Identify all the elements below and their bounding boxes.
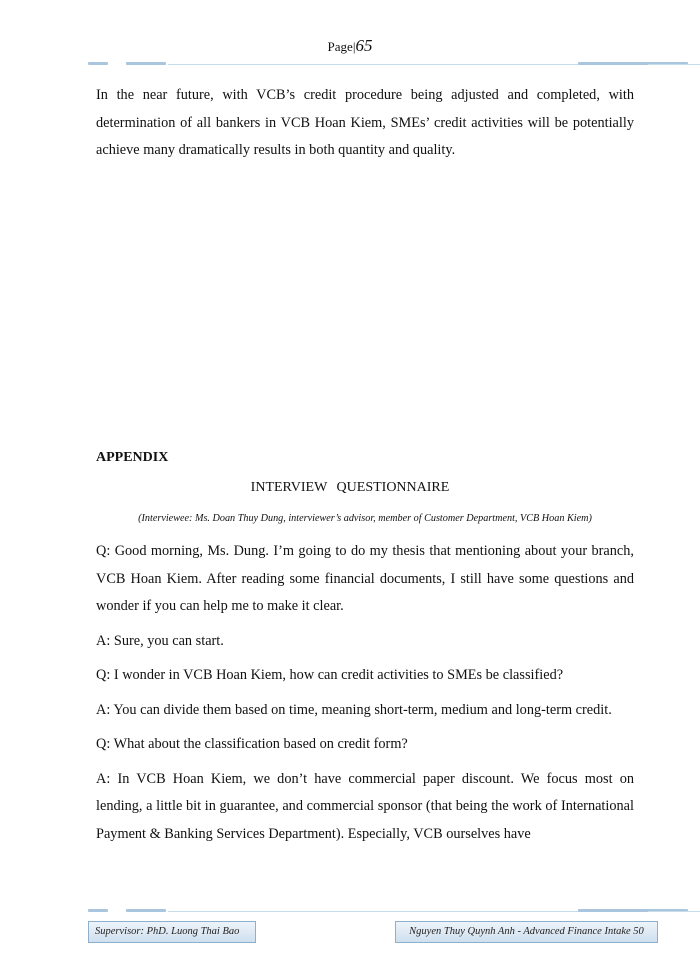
appendix-heading: APPENDIX — [96, 450, 169, 465]
footer-author: Nguyen Thuy Quynh Anh - Advanced Finance Intake 50 — [395, 921, 658, 943]
qa-item: A: In VCB Hoan Kiem, we don’t have commercial paper discount. We focus most on lending, a little bit in guarantee, and commercial sponsor (that being the work of International Payment & Banking Services Department). Especially, VCB ourselves have — [96, 770, 634, 842]
qa-item: A: You can divide them based on time, meaning short-term, medium and long-term credit. — [96, 701, 612, 718]
interview-qa — [96, 538, 634, 855]
qa-item: Q: What about the classification based on credit form? — [96, 736, 408, 752]
page-separator: | — [352, 39, 356, 54]
footer-supervisor: Supervisor: PhD. Luong Thai Bao — [88, 921, 256, 943]
conclusion-text — [96, 82, 634, 165]
qa-item: A: Sure, you can start. — [96, 632, 224, 649]
footer-divider — [88, 908, 700, 914]
page-number: 65 — [355, 36, 373, 55]
page-header — [0, 36, 700, 57]
qa-item: Q: I wonder in VCB Hoan Kiem, how can credit activities to SMEs be classified? — [96, 667, 564, 683]
conclusion-paragraph: In the near future, with VCB’s credit procedure being adjusted and completed, with determination of all bankers in VCB Hoan Kiem, SMEs’ credit activities will be potentially achieve many dramatically results in both quantity and quality. — [96, 87, 634, 158]
header-divider — [88, 61, 700, 67]
questionnaire-title: INTERVIEW QUESTIONNAIRE — [250, 480, 450, 495]
qa-item: Q: Good morning, Ms. Dung. I’m going to do my thesis that mentioning about your branch, VCB Hoan Kiem. After reading some financial documents, I still have some questions and wonder if you can help me to make it clear. — [96, 543, 634, 614]
page-label: Page — [327, 39, 353, 54]
interviewee-note: (Interviewee: Ms. Doan Thuy Dung, interviewer’s advisor, member of Customer Department, VCB Hoan Kiem) — [138, 513, 592, 524]
